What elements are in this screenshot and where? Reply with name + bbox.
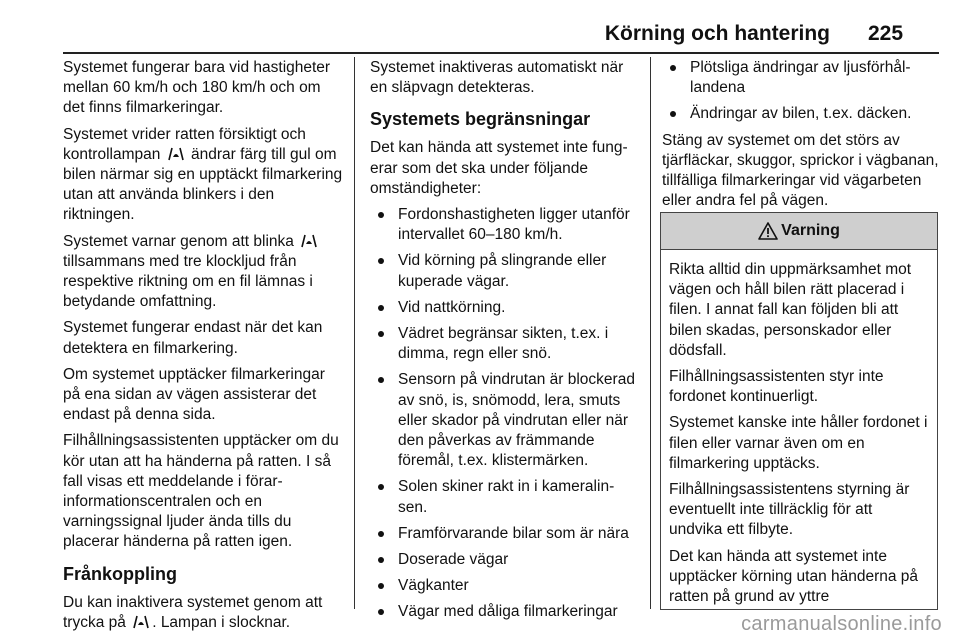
- column-1: [63, 58, 343, 639]
- paragraph: Om systemet upptäcker filmarkeringar på ena sidan av vägen assisterar det endast på denna sida.: [63, 365, 325, 424]
- column-divider-1: [354, 57, 355, 609]
- paragraph-text: Systemet vrider ratten försiktigt och kontrollampan: [63, 125, 306, 163]
- paragraph: Systemet fungerar endast när det kan detektera en filmarkering.: [63, 319, 323, 357]
- column-2: [370, 58, 638, 629]
- warning-title: Varning: [781, 222, 840, 239]
- lane-keep-assist-icon: [132, 615, 150, 629]
- paragraph-text: Systemet varnar genom att blinka: [63, 232, 294, 250]
- page-number: 225: [868, 22, 904, 45]
- list-item: Vägar med dåliga filmarkeringar: [370, 602, 638, 622]
- header-rule: [63, 52, 939, 54]
- paragraph: [63, 125, 343, 226]
- list-item: Vägkanter: [370, 576, 638, 596]
- list-item: Vid nattkörning.: [370, 298, 638, 318]
- list-item: Vid körning på slingrande eller kuperade vägar.: [370, 251, 638, 291]
- watermark: carmanualsonline.info: [741, 613, 942, 635]
- list-item: Vädret begränsar sikten, t.ex. i dimma, regn eller snö.: [370, 324, 638, 364]
- paragraph: Det kan hända att systemet inte fungerar som det ska under följande omständigheter:: [370, 139, 628, 197]
- list-item: Doserade vägar: [370, 550, 638, 570]
- warning-paragraph: Systemet kanske inte håller fordonet i filen eller varnar även om en filmarkering upptäcks.: [669, 414, 928, 472]
- list-item: Framförvarande bilar som är nära: [370, 524, 638, 544]
- column-divider-2: [650, 57, 651, 609]
- list-item: Solen skiner rakt in i kameralinsen.: [370, 477, 638, 517]
- paragraph: Filhållningsassistenten upptäcker om du kör utan att ha händerna på ratten. I så fall visas ett meddelande i förarinformationscentralen och en varningssignal ljuder ända tills du placerar händerna på ratten igen.: [63, 432, 339, 551]
- paragraph-text: tillsammans med tre klockljud från respektive riktning om en fil lämnas i betydande omfattning.: [63, 252, 313, 311]
- lane-keep-assist-icon: [167, 147, 185, 161]
- paragraph: [63, 232, 343, 313]
- warning-triangle-icon: [758, 222, 778, 240]
- paragraph: Systemet inaktiveras automatiskt när en släpvagn detekteras.: [370, 59, 624, 97]
- limitations-list-continued: [662, 58, 940, 125]
- warning-paragraph: Filhållningsassistentens styrning är eventuellt inte tillräcklig för att undvika ett filbyte.: [669, 481, 910, 539]
- list-item: Ändringar av bilen, t.ex. däcken.: [662, 104, 940, 124]
- warning-box: [660, 212, 938, 610]
- warning-paragraph: Det kan hända att systemet inte upptäcker körning utan händerna på ratten på grund av yttre: [669, 547, 919, 606]
- paragraph-text: ändrar färg till gul om bilen närmar sig en upptäckt filmarkering utan att använda blinkers i den riktningen.: [63, 145, 343, 224]
- section-heading: Systemets begränsningar: [370, 109, 591, 130]
- warning-body: [661, 250, 937, 610]
- column-3: [662, 58, 940, 217]
- warning-paragraph: Rikta alltid din uppmärksamhet mot vägen och håll bilen rätt placerad i filen. I annat fall kan följden bli att bilen skadas, personskador eller dödsfall.: [669, 261, 912, 359]
- paragraph: Systemet fungerar bara vid hastigheter mellan 60 km/h och 180 km/h och om det finns filmarkeringar.: [63, 59, 331, 117]
- warning-paragraph: Filhållningsassistenten styr inte fordonet kontinuerligt.: [669, 368, 884, 406]
- lane-keep-assist-icon: [300, 234, 318, 248]
- list-item: Sensorn på vindrutan är blockerad av snö, is, snömodd, lera, smuts eller skador på vindrutan eller när den påverkas av främmande föremål, t.ex. klistermärken.: [370, 370, 638, 471]
- warning-header: [661, 213, 937, 250]
- limitations-list: [370, 205, 638, 623]
- page-title: Körning och hantering: [604, 22, 830, 45]
- paragraph-text: Du kan inaktivera systemet genom att trycka på: [63, 593, 323, 631]
- paragraph: Stäng av systemet om det störs av tjärfläckar, skuggor, sprickor i vägbanan, tillfälliga filmarkeringar vid vägarbeten eller andra fel på vägen.: [662, 131, 939, 210]
- list-item: Fordonshastigheten ligger utanför intervallet 60–180 km/h.: [370, 205, 638, 245]
- section-heading: Frånkoppling: [63, 563, 177, 584]
- list-item: Plötsliga ändringar av ljusförhållandena: [662, 58, 940, 98]
- paragraph-text: . Lampan i slocknar.: [152, 613, 291, 631]
- paragraph: [63, 593, 343, 633]
